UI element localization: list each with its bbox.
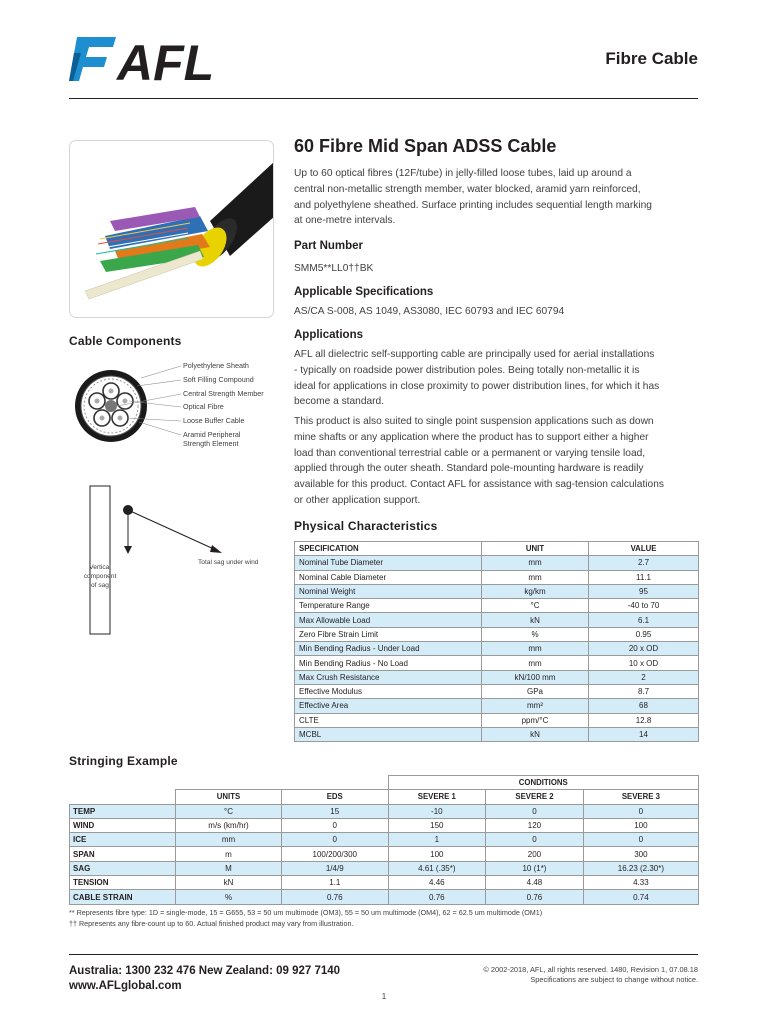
table-cell: mm [482, 642, 589, 656]
row-header: SAG [70, 861, 176, 875]
table-cell: -10 [388, 804, 486, 818]
disclaimer-text: Specifications are subject to change without notice. [530, 975, 698, 984]
description-line: and polyethylene sheathed. Surface printing includes sequential length marking [294, 199, 652, 211]
applications-line: become a standard. [294, 396, 385, 408]
table-cell: mm² [482, 699, 589, 713]
table-cell: 0.76 [282, 890, 389, 904]
row-header: WIND [70, 818, 176, 832]
description-line: central non-metallic strength member, water blocked, aramid yarn reinforced, [294, 183, 641, 195]
table-cell: kg/km [482, 584, 589, 598]
logo-text: AFL [117, 35, 215, 83]
row-header: CABLE STRAIN [70, 890, 176, 904]
applications-line: load than conventional terrestrial cable or a permanent or varying tensile load, [294, 447, 646, 459]
table-cell: mm [482, 570, 589, 584]
table-cell: 95 [589, 584, 699, 598]
description-line: Up to 60 optical fibres (12F/tube) in jelly-filled loose tubes, laid up around a [294, 168, 632, 179]
applications-paragraph-2 [294, 414, 704, 509]
table-cell: 0.76 [486, 890, 584, 904]
part-number-heading: Part Number [294, 240, 364, 252]
empty-cell [70, 790, 176, 804]
column-header: UNIT [482, 542, 589, 556]
table-cell: 100 [388, 847, 486, 861]
table-row [295, 656, 699, 670]
table-cell: °C [176, 804, 282, 818]
footnote-fibre-count: †† Represents any fibre-count up to 60. Actual finished product may vary from illustration. [69, 919, 354, 928]
applications-heading: Applications [294, 329, 364, 341]
copyright-text: © 2002-2018, AFL, all rights reserved. 1480, Revision 1, 07.08.18 [483, 965, 698, 974]
table-cell: 0 [486, 833, 584, 847]
table-cell: 200 [486, 847, 584, 861]
table-cell: mm [482, 556, 589, 570]
row-header: TEMP [70, 804, 176, 818]
table-cell: 11.1 [589, 570, 699, 584]
applications-line: mine shafts or any application where the product has to support either a higher [294, 431, 649, 443]
table-cell: 10 (1*) [486, 861, 584, 875]
table-cell: 4.48 [486, 876, 584, 890]
table-cell: Max Allowable Load [295, 613, 482, 627]
product-title: 60 Fibre Mid Span ADSS Cable [294, 136, 557, 156]
table-cell: -40 to 70 [589, 599, 699, 613]
table-cell: 8.7 [589, 684, 699, 698]
table-row [295, 727, 699, 741]
component-label: Aramid Peripheral [183, 430, 241, 439]
table-cell: Temperature Range [295, 599, 482, 613]
table-row [70, 861, 699, 875]
table-cell: 0 [282, 833, 389, 847]
component-label: Central Strength Member [183, 389, 264, 398]
table-cell: 120 [486, 818, 584, 832]
cross-section-diagram [69, 356, 189, 456]
table-cell: Nominal Weight [295, 584, 482, 598]
part-number-value: SMM5**LL0††BK [294, 263, 374, 274]
row-header: TENSION [70, 876, 176, 890]
table-cell: mm [176, 833, 282, 847]
column-header: UNITS [176, 790, 282, 804]
table-cell: M [176, 861, 282, 875]
table-row [295, 599, 699, 613]
table-row [295, 556, 699, 570]
table-cell: Min Bending Radius - No Load [295, 656, 482, 670]
contact-phone-numbers: Australia: 1300 232 476 New Zealand: 09 927 7140 [69, 965, 341, 977]
table-cell: % [176, 890, 282, 904]
applications-line: or other application support. [294, 494, 421, 506]
component-label: Strength Element [183, 439, 239, 448]
table-cell: Nominal Tube Diameter [295, 556, 482, 570]
table-cell: 6.1 [589, 613, 699, 627]
table-cell: Zero Fibre Strain Limit [295, 627, 482, 641]
table-cell: 2.7 [589, 556, 699, 570]
table-cell: 0.95 [589, 627, 699, 641]
applications-line: - typically on roadside power distribution poles. Being totally non-metallic it is [294, 364, 640, 376]
vertical-sag-label [78, 563, 122, 590]
vertical-sag-label-line: of sag [91, 582, 109, 589]
component-label: Optical Fibre [183, 402, 224, 411]
table-cell: 4.61 (.35*) [388, 861, 486, 875]
page-number: 1 [381, 992, 387, 1001]
header-divider [69, 98, 698, 99]
table-cell: 150 [388, 818, 486, 832]
total-sag-label: Total sag under wind [198, 559, 259, 566]
specifications-heading: Applicable Specifications [294, 286, 434, 298]
stringing-example-table [69, 775, 699, 905]
table-header-row [295, 542, 699, 556]
column-header: VALUE [589, 542, 699, 556]
table-cell: ppm/°C [482, 713, 589, 727]
table-cell: 0 [486, 804, 584, 818]
physical-characteristics-table [294, 541, 699, 742]
table-cell: kN [482, 727, 589, 741]
column-header: SEVERE 3 [583, 790, 698, 804]
table-cell: 15 [282, 804, 389, 818]
table-cell: 68 [589, 699, 699, 713]
table-cell: m/s (km/hr) [176, 818, 282, 832]
empty-cell [70, 776, 176, 790]
table-row [70, 818, 699, 832]
table-cell: °C [482, 599, 589, 613]
column-header: SPECIFICATION [295, 542, 482, 556]
table-cell: 0 [282, 818, 389, 832]
empty-cell [282, 776, 389, 790]
stringing-example-heading: Stringing Example [69, 754, 178, 768]
table-row [295, 684, 699, 698]
table-cell: kN [482, 613, 589, 627]
description-line: at one-metre intervals. [294, 215, 396, 227]
component-label: Soft Filling Compound [183, 375, 254, 384]
table-cell: 4.33 [583, 876, 698, 890]
vertical-sag-label-line: Vertical [89, 564, 111, 571]
table-cell: Min Bending Radius - Under Load [295, 642, 482, 656]
table-cell: % [482, 627, 589, 641]
row-header: ICE [70, 833, 176, 847]
component-label: Loose Buffer Cable [183, 416, 245, 425]
table-row [70, 833, 699, 847]
table-row [295, 713, 699, 727]
conditions-header: CONDITIONS [388, 776, 699, 790]
footnote-fibre-type: ** Represents fibre type: 1D = single-mode, 15 = G655, 53 = 50 um multimode (OM3), 55 = 50 um multimode (OM4), 62 = 62.5 um multimode (OM1) [69, 908, 543, 917]
table-cell: 300 [583, 847, 698, 861]
empty-cell [176, 776, 282, 790]
applications-line: applied through the outer sheath. Standard pole-mounting hardware is readily [294, 463, 644, 475]
table-cell: CLTE [295, 713, 482, 727]
column-header: SEVERE 2 [486, 790, 584, 804]
table-cell: 12.8 [589, 713, 699, 727]
table-cell: 100 [583, 818, 698, 832]
cable-photo [69, 140, 274, 318]
footer-divider [69, 954, 698, 955]
specifications-value: AS/CA S-008, AS 1049, AS3080, IEC 60793 and IEC 60794 [294, 306, 565, 317]
applications-line: ideal for applications in close proximity to power distribution lines, for which it has [294, 380, 660, 392]
table-row [295, 584, 699, 598]
table-cell: mm [482, 656, 589, 670]
table-row [295, 627, 699, 641]
table-cell: 0.74 [583, 890, 698, 904]
cable-illustration [70, 141, 273, 317]
applications-line: AFL all dielectric self-supporting cable are principally used for aerial installations [294, 349, 655, 360]
table-cell: kN [176, 876, 282, 890]
table-cell: 4.46 [388, 876, 486, 890]
afl-logo-mark [69, 33, 239, 83]
column-header: SEVERE 1 [388, 790, 486, 804]
table-row [295, 613, 699, 627]
table-cell: kN/100 mm [482, 670, 589, 684]
table-cell: 10 x OD [589, 656, 699, 670]
table-cell: 100/200/300 [282, 847, 389, 861]
table-cell: 16.23 (2.30*) [583, 861, 698, 875]
footer-legal [483, 965, 698, 985]
table-cell: 14 [589, 727, 699, 741]
cable-components-heading: Cable Components [69, 334, 182, 348]
table-cell: m [176, 847, 282, 861]
table-row [295, 570, 699, 584]
table-cell: MCBL [295, 727, 482, 741]
table-row [295, 642, 699, 656]
footer-contact [69, 964, 340, 994]
component-label: Polyethylene Sheath [183, 361, 249, 370]
applications-line: available for this product. Contact AFL for assistance with sag-tension calculations [294, 479, 664, 491]
table-header-row [70, 790, 699, 804]
table-header-row [70, 776, 699, 790]
table-cell: 0 [583, 804, 698, 818]
table-cell: Effective Area [295, 699, 482, 713]
table-row [70, 847, 699, 861]
applications-paragraph-1 [294, 347, 704, 410]
table-cell: 20 x OD [589, 642, 699, 656]
applications-line: This product is also suited to single point suspension applications such as down [294, 416, 654, 427]
table-row [295, 699, 699, 713]
table-cell: 1 [388, 833, 486, 847]
table-cell: Nominal Cable Diameter [295, 570, 482, 584]
website-link[interactable]: www.AFLglobal.com [69, 980, 182, 992]
table-row [70, 804, 699, 818]
table-row [295, 670, 699, 684]
column-header: EDS [282, 790, 389, 804]
table-cell: 0 [583, 833, 698, 847]
table-cell: Effective Modulus [295, 684, 482, 698]
table-row [70, 890, 699, 904]
table-cell: 2 [589, 670, 699, 684]
row-header: SPAN [70, 847, 176, 861]
vertical-sag-label-line: component [83, 573, 117, 580]
document-type: Fibre Cable [605, 49, 698, 68]
table-row [70, 876, 699, 890]
table-cell: Max Crush Resistance [295, 670, 482, 684]
table-cell: 1/4/9 [282, 861, 389, 875]
table-cell: GPa [482, 684, 589, 698]
table-cell: 1.1 [282, 876, 389, 890]
product-description [294, 166, 704, 229]
physical-characteristics-heading: Physical Characteristics [294, 519, 438, 533]
table-cell: 0.76 [388, 890, 486, 904]
afl-logo [69, 33, 239, 88]
cable-cross-section [69, 356, 189, 461]
